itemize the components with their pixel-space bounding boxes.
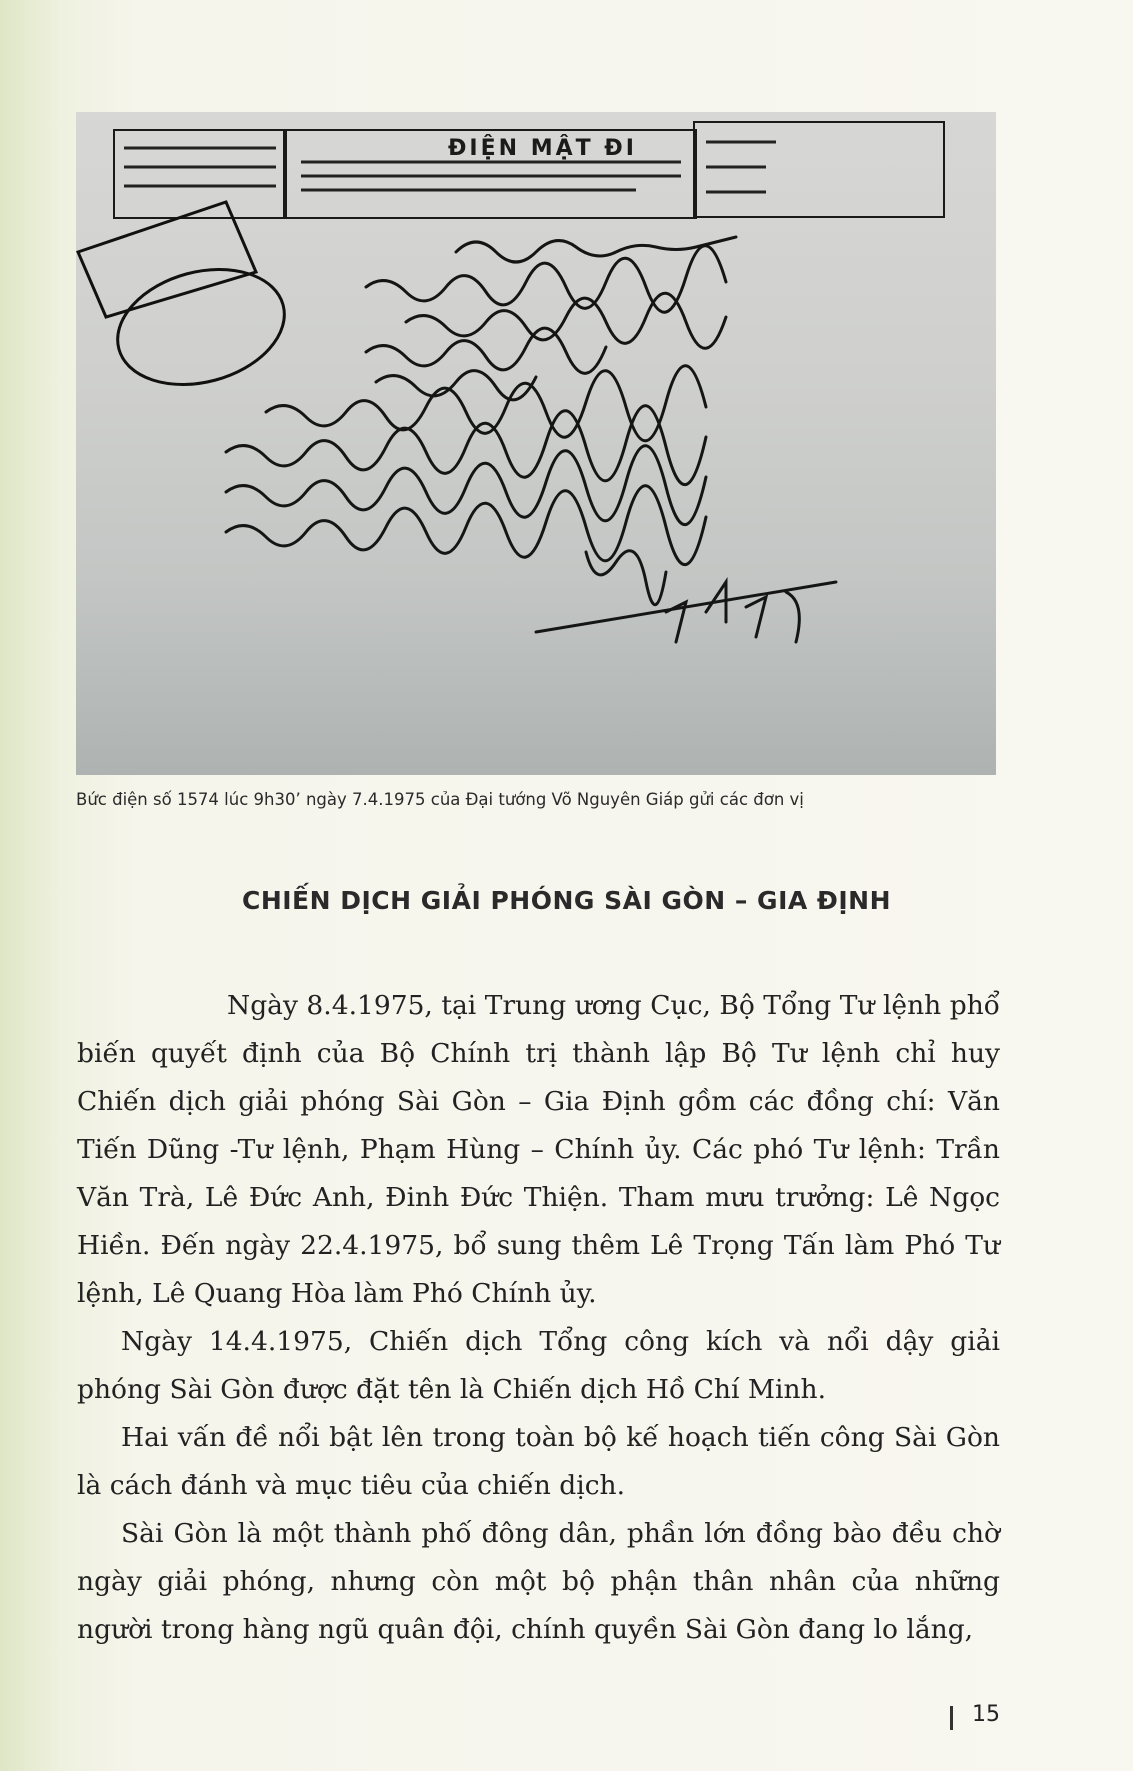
paragraph: Hai vấn đề nổi bật lên trong toàn bộ kế hoạch tiến công Sài Gòn là cách đánh và mục tiêu của chiến dịch. xyxy=(77,1422,1000,1501)
section-heading: CHIẾN DỊCH GIẢI PHÓNG SÀI GÒN – GIA ĐỊNH xyxy=(241,886,892,915)
telegram-photo xyxy=(76,112,996,775)
telegram-title: ĐIỆN MẬT ĐI xyxy=(448,136,637,161)
handwritten-telegram-image xyxy=(76,112,996,775)
paragraph: Sài Gòn là một thành phố đông dân, phần lớn đồng bào đều chờ ngày giải phóng, nhưng còn một bộ phận thân nhân của những người trong hàng ngũ quân đội, chính quyền Sài Gòn đang lo lắng, xyxy=(77,1518,1000,1645)
paragraph: Ngày 8.4.1975, tại Trung ương Cục, Bộ Tổng Tư lệnh phổ biến quyết định của Bộ Chính trị thành lập Bộ Tư lệnh chỉ huy Chiến dịch giải phóng Sài Gòn – Gia Định gồm các đồng chí: Văn Tiến Dũng -Tư lệnh, Phạm Hùng – Chính ủy. Các phó Tư lệnh: Trần Văn Trà, Lê Đức Anh, Đinh Đức Thiện. Tham mưu trưởng: Lê Ngọc Hiền. Đến ngày 22.4.1975, bổ sung thêm Lê Trọng Tấn làm Phó Tư lệnh, Lê Quang Hòa làm Phó Chính ủy. xyxy=(77,990,1000,1309)
page-number: 15 xyxy=(972,1702,1000,1727)
paragraph: Ngày 14.4.1975, Chiến dịch Tổng công kích và nổi dậy giải phóng Sài Gòn được đặt tên là Chiến dịch Hồ Chí Minh. xyxy=(77,1326,1000,1405)
page-number-divider xyxy=(950,1706,953,1730)
body-text xyxy=(77,982,1000,1654)
figure-caption: Bức điện số 1574 lúc 9h30’ ngày 7.4.1975 của Đại tướng Võ Nguyên Giáp gửi các đơn vị xyxy=(76,790,804,809)
